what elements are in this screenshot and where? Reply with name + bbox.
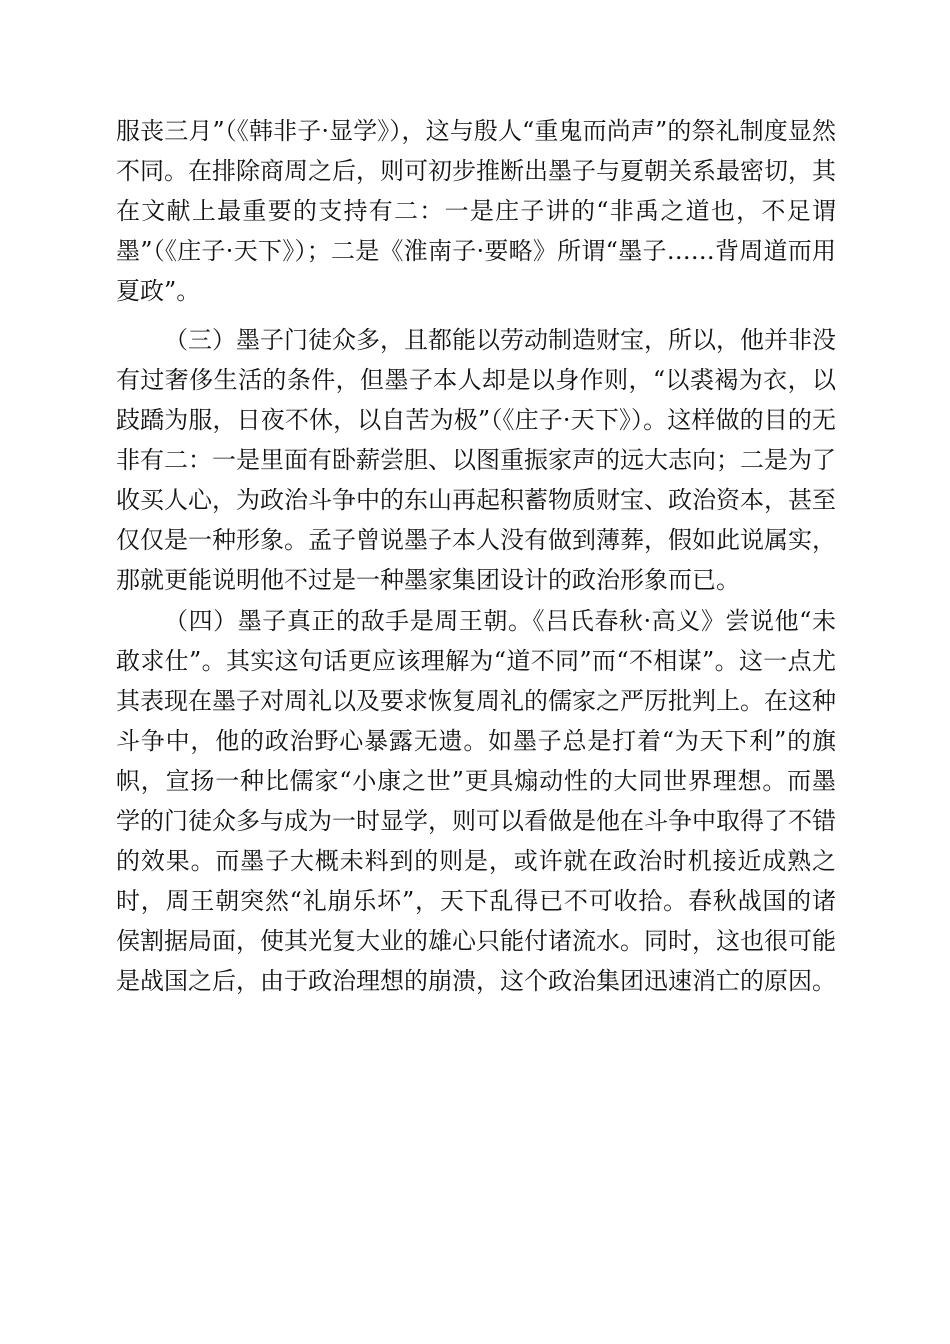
paragraph-section-three [116,320,836,600]
paragraph-text: （三）墨子门徒众多，且都能以劳动制造财宝，所以，他并非没有过奢侈生活的条件，但墨子本人却是以身作则，“以裘褐为衣，以跂蹻为服，日夜不休，以自苦为极”（《庄子·天下》）。这样做的目的无非有二：一是里面有卧薪尝胆、以图重振家声的远大志向；二是为了收买人心，为政治斗争中的东山再起积蓄物质财宝、政治资本，甚至仅仅是一种形象。孟子曾说墨子本人没有做到薄葬，假如此说属实，那就更能说明他不过是一种墨家集团设计的政治形象而已。 [116,326,836,594]
paragraph-text: （四）墨子真正的敌手是周王朝。《吕氏春秋·高义》尝说他“未敢求仕”。其实这句话更应该理解为“道不同”而“不相谋”。这一点尤其表现在墨子对周礼以及要求恢复周礼的儒家之严厉批判上。在这种斗争中，他的政治野心暴露无遗。如墨子总是打着“为天下利”的旗帜，宣扬一种比儒家“小康之世”更具煽动性的大同世界理想。而墨学的门徒众多与成为一时显学，则可以看做是他在斗争中取得了不错的效果。而墨子大概未料到的则是，或许就在政治时机接近成熟之时，周王朝突然“礼崩乐坏”，天下乱得已不可收拾。春秋战国的诸侯割据局面，使其光复大业的雄心只能付诸流水。同时，这也很可能是战国之后，由于政治理想的崩溃，这个政治集团迅速消亡的原因。 [116,607,836,995]
paragraph-text: 服丧三月”（《韩非子·显学》），这与殷人“重鬼而尚声”的祭礼制度显然不同。在排除商周之后，则可初步推断出墨子与夏朝关系最密切，其在文献上最重要的支持有二：一是庄子讲的“非禹之道也，不足谓墨”（《庄子·天下》）；二是《淮南子·要略》所谓“墨子……背周道而用夏政”。 [116,117,836,305]
paragraph-section-four [116,601,836,1001]
paragraph-continuation [116,111,836,311]
